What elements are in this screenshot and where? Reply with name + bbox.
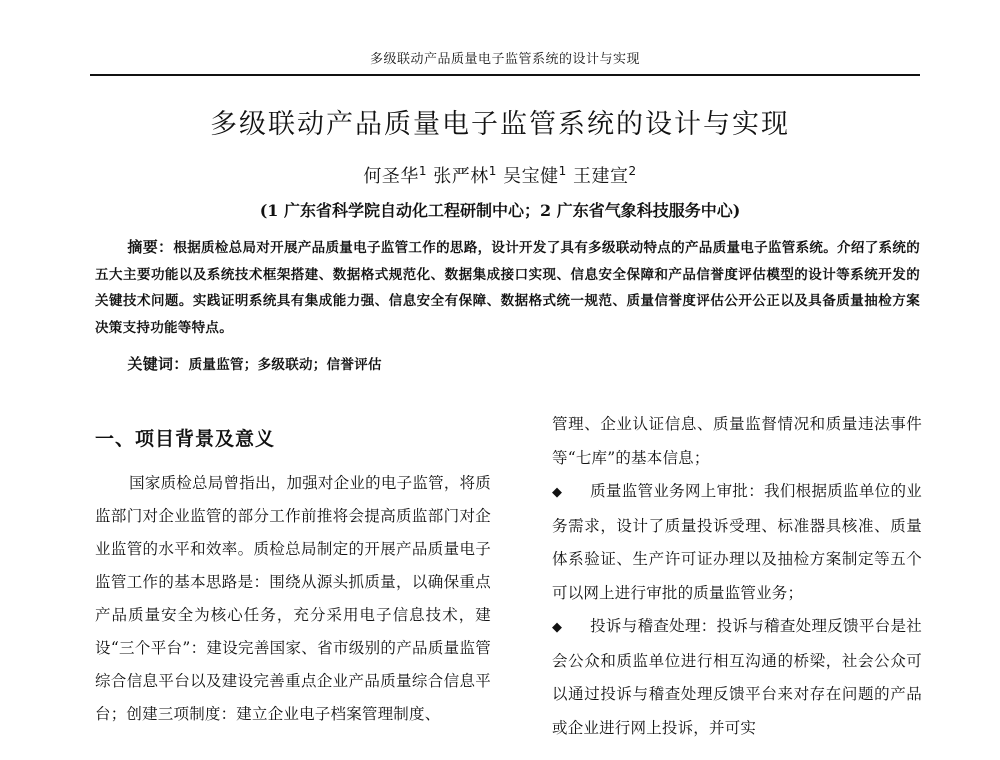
body-paragraph: 国家质检总局曾指出，加强对企业的电子监管，将质监部门对企业监管的部分工作前推将会提高质监部门对企业监管的水平和效率。质检总局制定的开展产品质量电子监管工作的基本思路是：围绕从源头抓质量，以确保重点产品质量安全为核心任务，充分采用电子信息技术，建设“三个平台”：建设完善国家、省市级别的产品质量监管综合信息平台以及建设完善重点企业产品质量综合信息平台；创建三项制度：建立企业电子档案管理制度、 <box>95 474 491 723</box>
affiliations: (1 广东省科学院自动化工程研制中心；2 广东省气象科技服务中心) <box>259 201 741 220</box>
bullet-item <box>552 475 922 610</box>
running-header: 多级联动产品质量电子监管系统的设计与实现 <box>369 52 640 67</box>
author-list <box>0 163 1000 191</box>
abstract-label: 摘要： <box>127 238 174 256</box>
bullet-text: 投诉与稽查处理：投诉与稽查处理反馈平台是社会公众和质监单位进行相互沟通的桥梁，社会公众可以通过投诉与稽查处理反馈平台来对存在问题的产品或企业进行网上投诉，并可实 <box>552 617 922 737</box>
diamond-bullet-icon: ◆ <box>552 620 563 635</box>
diamond-bullet-icon: ◆ <box>552 485 563 500</box>
keywords-text: 质量监管；多级联动；信誉评估 <box>188 357 382 373</box>
right-column <box>552 408 922 745</box>
continued-paragraph: 管理、企业认证信息、质量监督情况和质量违法事件等“七库”的基本信息； <box>552 415 922 467</box>
author-affiliation-mark: 1 <box>558 164 567 178</box>
author-name: 王建宣 <box>572 166 629 187</box>
keywords-label: 关键词： <box>127 355 189 373</box>
abstract-text: 根据质检总局对开展产品质量电子监管工作的思路，设计开发了具有多级联动特点的产品质量电子监管系统。介绍了系统的五大主要功能以及系统技术框架搭建、数据格式规范化、数据集成接口实现、信息安全保障和产品信誉度评估模型的设计等系统开发的关键技术问题。实践证明系统具有集成能力强、信息安全有保障、数据格式统一规范、质量信誉度评估公开公正以及具备质量抽检方案决策支持功能等特点。 <box>95 240 920 336</box>
author-affiliation-mark: 2 <box>628 164 637 178</box>
author-affiliation-mark: 1 <box>488 164 497 178</box>
author-name: 吴宝健 <box>503 166 559 187</box>
author-name: 张严林 <box>433 166 489 187</box>
keywords <box>95 351 920 378</box>
section-heading: 一、项目背景及意义 <box>95 428 276 450</box>
left-column <box>95 467 491 731</box>
paper-title: 多级联动产品质量电子监管系统的设计与实现 <box>210 109 790 140</box>
author-name: 何圣华 <box>363 166 419 187</box>
author-affiliation-mark: 1 <box>418 164 427 178</box>
bullet-item <box>552 610 922 745</box>
header-rule <box>90 74 920 76</box>
abstract <box>95 234 920 341</box>
bullet-text: 质量监管业务网上审批：我们根据质监单位的业务需求，设计了质量投诉受理、标准器具核准、质量体系验证、生产许可证办理以及抽检方案制定等五个可以网上进行审批的质量监管业务； <box>552 482 922 602</box>
